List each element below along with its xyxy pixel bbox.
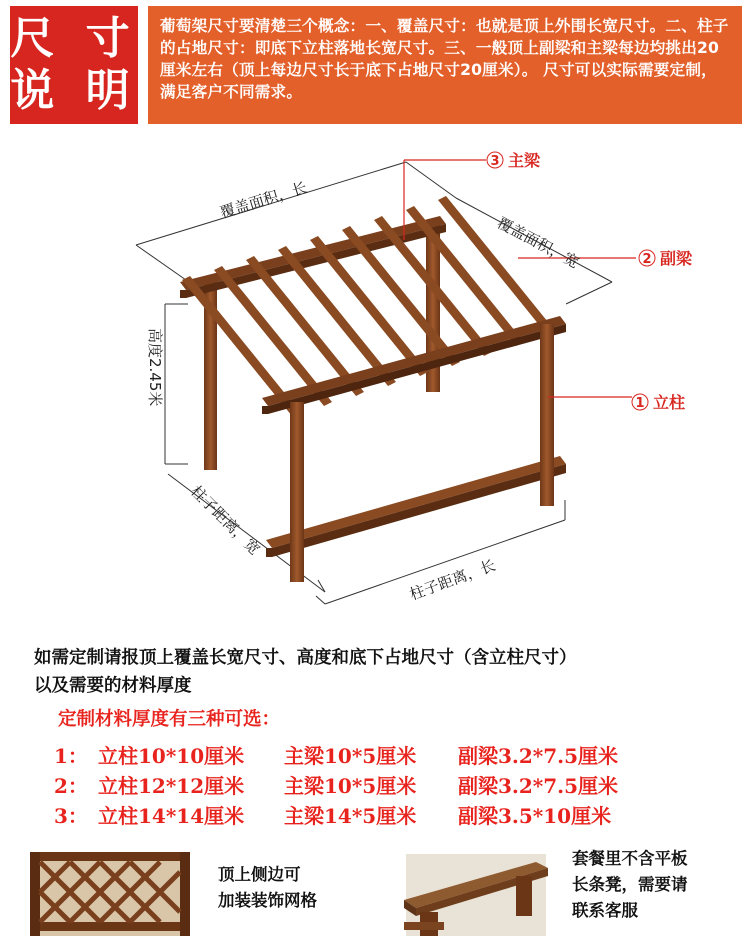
option-index: 3： [54, 804, 88, 828]
pergola-drawing [0, 140, 750, 640]
label-cover-length: 覆盖面积，长 [217, 178, 310, 222]
option-post: 立柱10*10厘米 [98, 744, 245, 768]
label-post-width: 柱子距离，宽 [187, 482, 264, 559]
option-row-3 [54, 800, 611, 829]
lattice-panel-image [30, 852, 190, 936]
bench-image [404, 854, 548, 936]
option-main-beam: 主梁10*5厘米 [284, 744, 417, 768]
description-box [148, 6, 742, 124]
custom-order-note [34, 644, 750, 700]
option-sub-beam: 副梁3.2*7.5厘米 [458, 774, 619, 798]
callout-3-number: 3 [490, 154, 500, 169]
option-row-1 [54, 740, 618, 769]
lattice-caption [218, 862, 317, 914]
note-line-2: 以及需要的材料厚度 [34, 676, 192, 696]
header [0, 0, 750, 130]
bench-caption-line-3: 联系客服 [572, 901, 638, 920]
callout-2-number: 2 [642, 252, 652, 267]
label-post-length: 柱子距离，长 [407, 556, 498, 604]
callout-main-beam-label: 主梁 [508, 151, 541, 170]
front-main-beam-side [262, 324, 566, 414]
callout-post-label: 立柱 [653, 393, 686, 412]
option-index: 1： [54, 744, 88, 768]
bottom-section [0, 836, 750, 936]
option-row-2 [54, 770, 618, 799]
description-text: 葡萄架尺寸要清楚三个概念：一、覆盖尺寸：也就是顶上外围长宽尺寸。二、柱子的占地尺寸：即底下立柱落地长宽尺寸。三、一般顶上副梁和主梁每边均挑出20厘米左右（顶上每边尺寸长于底下占地尺寸20厘米）。 尺寸可以实际需要定制，满足客户不同需求。 [160, 17, 729, 101]
callout-1-number: 1 [635, 396, 645, 411]
callout-sub-beam-label: 副梁 [660, 249, 693, 268]
post-front-left [290, 402, 304, 582]
option-post: 立柱14*14厘米 [98, 804, 245, 828]
option-index: 2： [54, 774, 88, 798]
title-line-2: 说 明 [10, 65, 138, 116]
label-cover-width: 覆盖面积，宽 [494, 213, 583, 272]
title-line-1: 尺 寸 [10, 13, 138, 64]
callouts [487, 151, 693, 412]
option-main-beam: 主梁14*5厘米 [284, 804, 417, 828]
option-main-beam: 主梁10*5厘米 [284, 774, 417, 798]
lattice-caption-line-2: 加装装饰网格 [218, 891, 317, 910]
label-height: 高度2.45米 [146, 328, 164, 407]
title-badge [10, 6, 138, 124]
option-post: 立柱12*12厘米 [98, 774, 245, 798]
note-line-1: 如需定制请报顶上覆盖长宽尺寸、高度和底下占地尺寸（含立柱尺寸） [34, 648, 577, 668]
pergola-diagram [0, 140, 750, 640]
options-title: 定制材料厚度有三种可选： [58, 709, 281, 730]
bench-caption [572, 846, 688, 924]
option-sub-beam: 副梁3.5*10厘米 [458, 804, 612, 828]
bench-caption-line-2: 长条凳，需要请 [572, 875, 688, 894]
lattice-caption-line-1: 顶上侧边可 [218, 865, 301, 884]
option-sub-beam: 副梁3.2*7.5厘米 [458, 744, 619, 768]
post-front-right [540, 324, 554, 506]
bench-caption-line-1: 套餐里不含平板 [572, 849, 688, 868]
